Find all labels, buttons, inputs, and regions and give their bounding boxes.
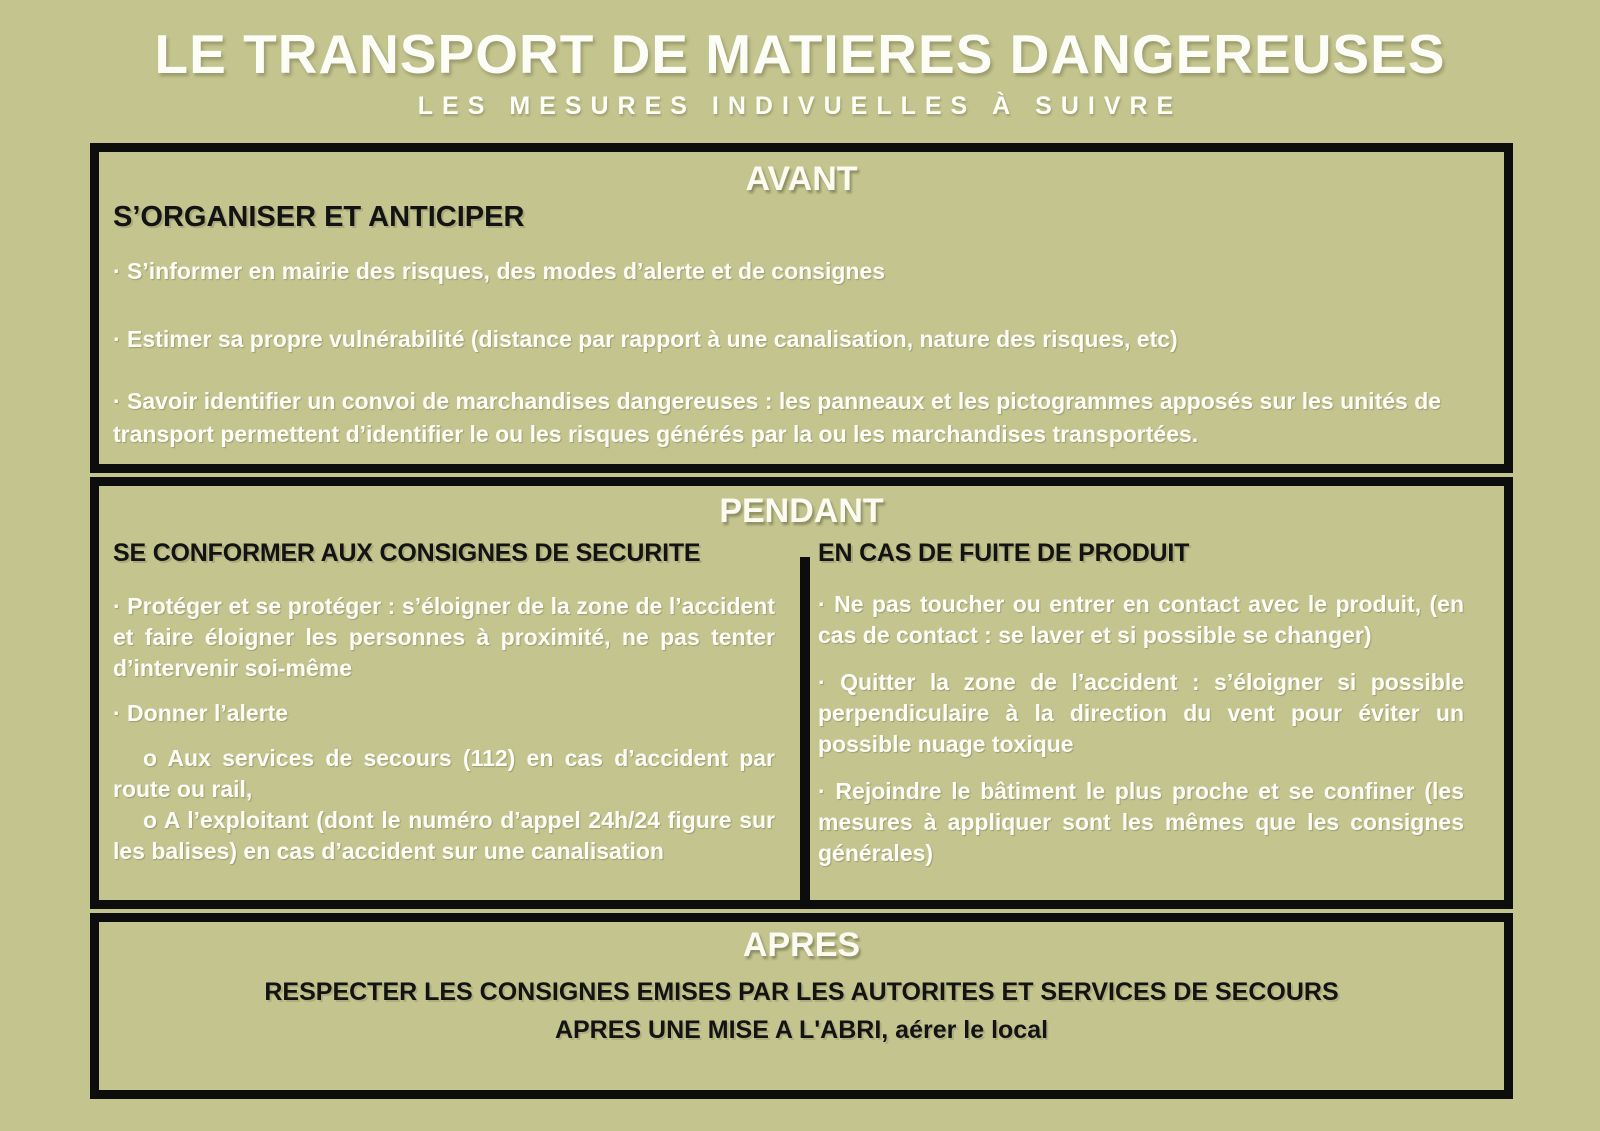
pendant-right-bullet-2: · Quitter la zone de l’accident : s’éloigner si possible perpendiculaire à la direction du vent pour éviter un possible nuage toxique [818,669,1464,757]
pendant-right-bullet-1: · Ne pas toucher ou entrer en contact avec le produit, (en cas de contact : se laver et si possible se changer) [818,591,1464,648]
section-avant-heading: S’ORGANISER ET ANTICIPER [113,201,525,233]
pendant-left-column [113,537,775,900]
pendant-left-heading: SE CONFORMER AUX CONSIGNES DE SECURITE [113,539,701,567]
avant-bullet-1: · S’informer en mairie des risques, des modes d’alerte et de consignes [113,258,886,284]
pendant-left-subitem-2: o A l’exploitant (dont le numéro d’appel 24h/24 figure sur les balises) en cas d’accident sur une canalisation [113,807,775,864]
section-pendant-label: PENDANT [719,492,884,530]
pendant-right-bullet-3: · Rejoindre le bâtiment le plus proche et se confiner (les mesures à appliquer sont les mêmes que les consignes générales) [818,778,1464,866]
pendant-left-bullet-2: · Donner l’alerte [113,700,289,726]
section-avant-label: AVANT [745,160,858,198]
apres-line-2: APRES UNE MISE A L'ABRI, aérer le local [554,1016,1049,1044]
pendant-left-subitem-1: o Aux services de secours (112) en cas d’accident par route ou rail, [113,745,775,802]
column-divider [800,557,810,900]
section-pendant [90,477,1513,909]
avant-bullet-3: · Savoir identifier un convoi de marchandises dangereuses : les panneaux et les pictogrammes apposés sur les unités de transport permettent d’identifier le ou les risques générés par la ou les marchandises transportées. [113,388,1442,447]
pendant-right-heading: EN CAS DE FUITE DE PRODUIT [818,539,1190,567]
section-apres [90,913,1513,1099]
poster-subtitle: LES MESURES INDIVUELLES À SUIVRE [417,92,1183,120]
section-apres-label: APRES [742,926,861,964]
avant-bullet-2: · Estimer sa propre vulnérabilité (distance par rapport à une canalisation, nature des risques, etc) [113,326,1178,352]
pendant-right-column [818,537,1464,900]
apres-line-1: RESPECTER LES CONSIGNES EMISES PAR LES AUTORITES ET SERVICES DE SECOURS [264,978,1339,1006]
pendant-columns [99,537,1504,900]
pendant-left-bullet-1: · Protéger et se protéger : s’éloigner de la zone de l’accident et faire éloigner les personnes à proximité, ne pas tenter d’intervenir soi-même [113,593,775,681]
section-avant [90,143,1513,473]
poster-title: LE TRANSPORT DE MATIERES DANGEREUSES [154,23,1446,85]
